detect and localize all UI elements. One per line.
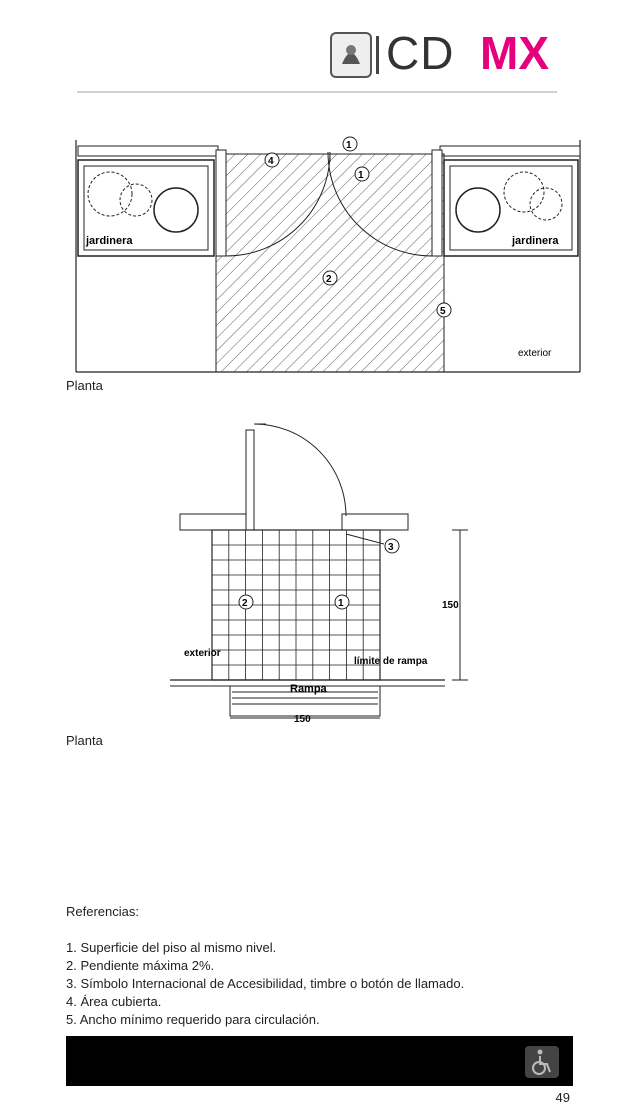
reference-item: 5. Ancho mínimo requerido para circulación. [66,1012,320,1027]
label-rampa: Rampa [290,683,327,695]
svg-text:2: 2 [326,274,332,285]
cdmx-logo [330,27,575,80]
label-dim-height: 150 [442,600,459,611]
logo-text-cd: CD [386,27,455,79]
svg-text:1: 1 [338,598,344,609]
header-divider [77,91,557,93]
logo-divider [376,36,379,74]
label-jardinera-left: jardinera [86,235,133,247]
marker-2 [323,271,337,285]
ramp-plan-diagram [170,412,480,730]
reference-item: 1. Superficie del piso al mismo nivel. [66,940,277,955]
marker-1a [343,137,357,151]
label-jardinera-right: jardinera [512,235,559,247]
svg-text:4: 4 [268,156,274,167]
reference-item: 4. Área cubierta. [66,994,162,1009]
floor-plan-entrance-diagram [66,132,586,378]
marker-5 [437,303,451,317]
label-exterior-2: exterior [184,648,221,659]
page-number: 49 [555,1090,570,1105]
reference-item: 3. Símbolo Internacional de Accesibilidad, timbre o botón de llamado. [66,976,465,991]
city-seal-icon [330,32,372,78]
label-limite-rampa: límite de rampa [354,656,428,667]
reference-item: 2. Pendiente máxima 2%. [66,958,215,973]
logo-text-mx: MX [480,27,549,79]
marker-2-ramp [239,595,253,609]
svg-text:1: 1 [358,170,364,181]
marker-4 [265,153,279,167]
hatched-area [216,154,444,372]
references-block [66,903,464,1029]
svg-text:5: 5 [440,306,446,317]
marker-1-ramp [335,595,349,609]
wheelchair-icon [525,1046,559,1078]
references-title: Referencias: [66,904,139,919]
svg-text:2: 2 [242,598,248,609]
figure1-caption: Planta [66,378,103,393]
label-exterior-1: exterior [518,348,552,359]
svg-text:1: 1 [346,140,352,151]
marker-3-ramp [385,539,399,553]
footer-bar [66,1036,573,1086]
figure2-caption: Planta [66,733,103,748]
marker-1b [355,167,369,181]
svg-text:3: 3 [388,542,394,553]
label-dim-width: 150 [294,714,311,725]
